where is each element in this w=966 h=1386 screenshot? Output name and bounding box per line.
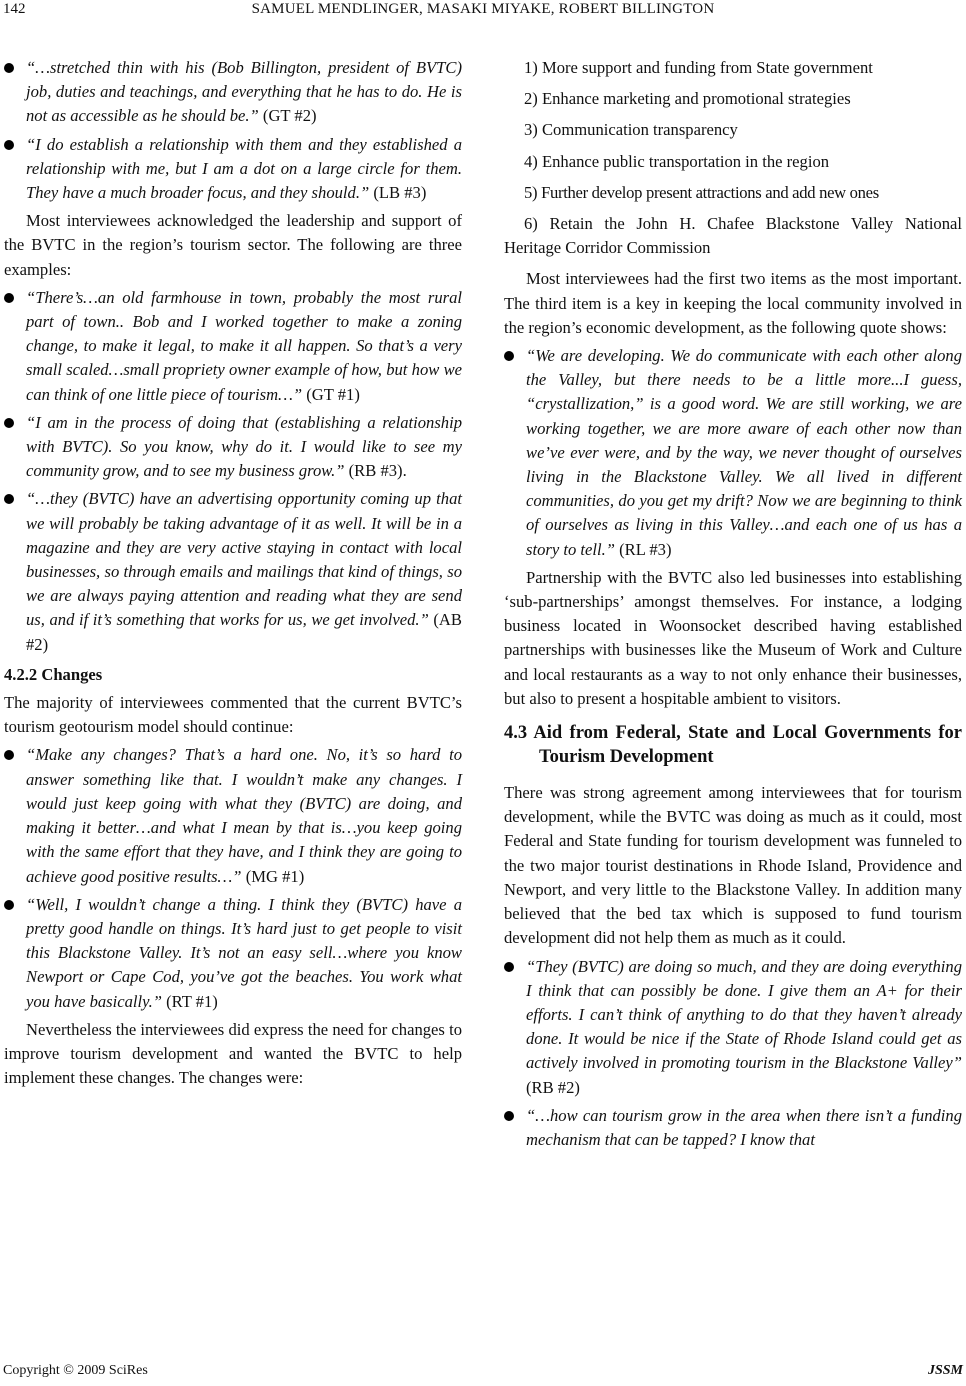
change-list-item: 5) Further develop present attractions and add new ones (524, 182, 879, 202)
quote-bullet (4, 411, 462, 484)
quote-text: “…how can tourism grow in the area when there isn’t a funding mechanism that can be tapped? I know that (526, 1105, 962, 1149)
quote-text: “…they (BVTC) have an advertising opportunity coming up that we will probably be taking advantage of it as well. It will be in a magazine and they are very active staying in contact with local businesses, so through emails and mailings that kind of things, so we are always paying attention and reading what they are send us, and if it’s something that works for us, we get involved.” (26, 489, 462, 630)
journal-name: JSSM (927, 1363, 963, 1378)
change-list-item: 1) More support and funding from State government (524, 58, 873, 77)
subsection-heading: 4.2.2 Changes (4, 664, 103, 684)
body-paragraph: Most interviewees acknowledged the leadership and support of the BVTC in the region’s tourism sector. The following are three examples: (4, 211, 462, 279)
left-column (4, 56, 462, 1094)
page-number: 142 (3, 1, 26, 17)
change-list-item: 6) Retain the John H. Chafee Blackstone Valley National Heritage Corridor Commission (504, 214, 962, 258)
quote-bullet (504, 344, 962, 562)
quote-text: “Well, I wouldn’t change a thing. I think they (BVTC) have a pretty good handle on things. It’s hard just to get people to visit this Blackstone Valley. It’s not an easy sell…where you know Newport or Cape Cod, you’ve got the beaches. You work what you have basically.” (26, 894, 462, 1011)
quote-text: “I do establish a relationship with them and they established a relationship with me, but I am a dot on a large circle for them. They have a much broader focus, and they should.” (26, 134, 462, 203)
quote-citation: (GT #2) (258, 106, 317, 126)
quote-text: “I am in the process of doing that (establishing a relationship with BVTC). So you know, why do it. I would like to see my community grow, and to see my business grow.” (26, 412, 462, 481)
quote-text: “We are developing. We do communicate with each other along the Valley, but there needs to be a little more...I guess, “crystallization,” is a good word. We are still working, we are working together, we are more aware of each other now than we’ve ever were, and by the way, we never thought of ourselves living in the Blackstone Valley. We all lived in different communities, do you get my drift? Now we are beginning to think of ourselves as living in this Valley…and each one of us has a story to tell.” (526, 346, 962, 559)
quote-bullet (504, 955, 962, 1100)
quote-bullet (4, 893, 462, 1014)
quote-citation: (LB #3) (369, 183, 427, 203)
quote-bullet (504, 1104, 962, 1152)
quote-text: “…stretched thin with his (Bob Billington, president of BVTC) job, duties and teachings, and everything that he has to do. He is not as accessible as he should be.” (26, 58, 462, 126)
body-paragraph: Nevertheless the interviewees did express the need for changes to improve tourism development and wanted the BVTC to help implement these changes. The changes were: (4, 1019, 462, 1088)
quote-bullet (4, 56, 462, 129)
right-column (504, 56, 962, 1156)
running-title: SAMUEL MENDLINGER, MASAKI MIYAKE, ROBERT BILLINGTON (251, 1, 715, 17)
body-paragraph: The majority of interviewees commented that the current BVTC’s tourism geotourism model should continue: (4, 693, 462, 737)
change-list-item: 2) Enhance marketing and promotional strategies (524, 89, 851, 109)
body-paragraph: Partnership with the BVTC also led businesses into establishing ‘sub-partnerships’ amongst themselves. For instance, a lodging business located in Woonsocket described having established partnerships with businesses like the Museum of Work and Culture and local restaurants as a way to not only enhance their businesses, but also to present a hospitable ambient to visitors. (504, 567, 962, 708)
quote-citation: (GT #1) (302, 384, 360, 404)
quote-bullet (4, 133, 462, 206)
change-list-item: 3) Communication transparency (524, 120, 738, 140)
quote-bullet (4, 286, 462, 407)
quote-citation: (AB #2) (26, 610, 462, 654)
section-heading: 4.3 Aid from Federal, State and Local Governments for Tourism Development (504, 723, 962, 768)
quote-citation: (MG #1) (241, 866, 305, 886)
quote-text: “They (BVTC) are doing so much, and they are doing everything I think that can possibly be done. I give them an A+ for their efforts. I can’t think of anything to do that they haven’t already done. It would be nice if the State of Rhode Island could get as actively involved in promoting tourism in the Blackstone Valley” (526, 956, 962, 1073)
change-list-item: 4) Enhance public transportation in the region (524, 151, 830, 171)
body-paragraph: Most interviewees had the first two items as the most important. The third item is a key in keeping the local community involved in the region’s economic development, as the following quote shows: (504, 269, 962, 337)
quote-citation: (RB #3). (344, 461, 407, 481)
quote-text: “There’s…an old farmhouse in town, probably the most rural part of town.. Bob and I worked together to make a zoning change, to make it legal, to make it all happen. So that’s a very small scaled…small propriety owner example of how, but how we can think of one little piece of tourism…” (26, 287, 462, 404)
copyright-notice: Copyright © 2009 SciRes (3, 1363, 148, 1378)
quote-text: “Make any changes? That’s a hard one. No, it’s so hard to answer something like that. I wouldn’t make any changes. I would just keep going with what they (BVTC) are doing, and making it better…and what I mean by that is…you keep going with the same effort that they have, and I think they are going to achieve good positive results…” (26, 745, 462, 886)
quote-citation: (RL #3) (614, 539, 672, 559)
quote-citation: (RT #1) (161, 991, 218, 1011)
body-paragraph: There was strong agreement among interviewees that for tourism development, while the BVTC was doing as much as it could, most Federal and State funding for tourism development was funneled to the two major tourist destinations in Rhode Island, Providence and Newport, and very little to the Blackstone Valley. In addition many believed that the bed tax which is supposed to fund tourism development did not help them as much as it could. (504, 783, 962, 948)
quote-bullet (4, 743, 462, 888)
quote-citation: (RB #2) (526, 1077, 580, 1097)
quote-bullet (4, 487, 462, 656)
